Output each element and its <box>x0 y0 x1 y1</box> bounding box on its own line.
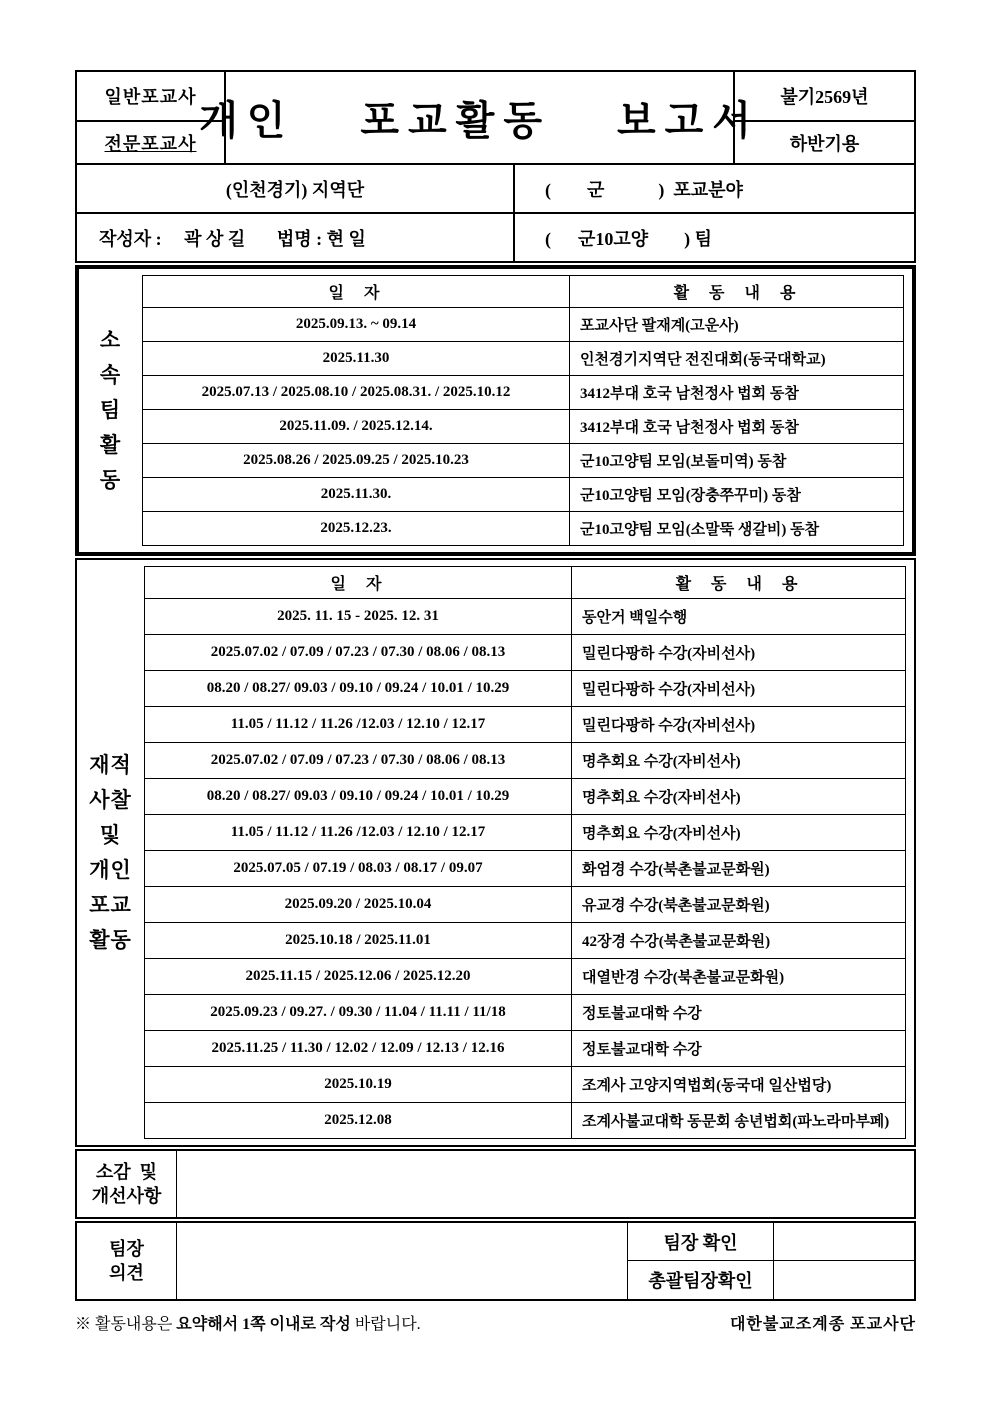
activity-cell: 3412부대 호국 남천정사 법회 동참 <box>570 376 904 410</box>
activity-cell: 밀린다팡하 수강(자비선사) <box>572 707 906 743</box>
date-cell: 2025.11.30. <box>143 478 570 512</box>
label-line: 활 <box>99 433 122 457</box>
table-row <box>143 376 904 410</box>
label-line: 개인 <box>89 857 132 882</box>
activity-cell: 정토불교대학 수강 <box>572 995 906 1031</box>
table-row <box>145 779 906 815</box>
date-cell: 2025.07.13 / 2025.08.10 / 2025.08.31. / 2025.10.12 <box>143 376 570 410</box>
table-row <box>145 887 906 923</box>
date-cell: 11.05 / 11.12 / 11.26 /12.03 / 12.10 / 12.17 <box>145 815 572 851</box>
cert-type-professional-label: 전문포교사 <box>77 122 226 163</box>
label-line: 팀장 <box>109 1239 144 1259</box>
personal-activities-table <box>144 566 906 1139</box>
date-column-header: 일 자 <box>145 567 572 599</box>
activity-cell: 조계사 고양지역법회(동국대 일산법당) <box>572 1067 906 1103</box>
table-row <box>145 959 906 995</box>
activity-cell: 명추회요 수강(자비선사) <box>572 779 906 815</box>
label-line: 소 <box>99 328 122 352</box>
activity-cell: 밀린다팡하 수강(자비선사) <box>572 635 906 671</box>
activity-cell: 명추회요 수강(자비선사) <box>572 743 906 779</box>
footer <box>75 1311 916 1334</box>
table-row <box>143 410 904 444</box>
date-cell: 2025.12.23. <box>143 512 570 546</box>
table-header-row <box>143 276 904 308</box>
date-cell: 2025.11.30 <box>143 342 570 376</box>
team-name-value: ( 군10고양 ) 팀 <box>545 228 713 249</box>
label-line: 의견 <box>109 1263 144 1283</box>
footer-note-prefix: ※ 활동내용은 <box>75 1316 177 1333</box>
table-row <box>145 671 906 707</box>
header-top-grid <box>77 72 914 163</box>
activity-cell: 유교경 수강(북촌불교문화원) <box>572 887 906 923</box>
activity-cell: 밀린다팡하 수강(자비선사) <box>572 671 906 707</box>
table-row <box>145 743 906 779</box>
activity-cell: 대열반경 수강(북촌불교문화원) <box>572 959 906 995</box>
date-cell: 2025.09.20 / 2025.10.04 <box>145 887 572 923</box>
table-row <box>145 635 906 671</box>
organization-name: 대한불교조계종 포교사단 <box>729 1316 916 1333</box>
date-cell: 2025.12.08 <box>145 1103 572 1139</box>
table-row <box>143 512 904 546</box>
region-unit-value: (인천경기) 지역단 <box>77 165 515 212</box>
cert-type-general-label: 일반포교사 <box>77 72 226 122</box>
label-line: 팀 <box>99 398 122 422</box>
team-activities-table-wrap <box>142 269 912 552</box>
label-line: 재적 <box>89 752 132 777</box>
label-line: 사찰 <box>89 787 132 812</box>
date-cell: 2025.08.26 / 2025.09.25 / 2025.10.23 <box>143 444 570 478</box>
region-row <box>77 163 914 212</box>
activity-column-header: 활 동 내 용 <box>570 276 904 308</box>
label-line: 활동 <box>89 927 132 952</box>
table-row <box>145 707 906 743</box>
activity-cell: 정토불교대학 수강 <box>572 1031 906 1067</box>
general-leader-signature-area[interactable] <box>774 1261 914 1299</box>
date-cell: 2025.11.09. / 2025.12.14. <box>143 410 570 444</box>
table-row <box>145 1031 906 1067</box>
label-line: 동 <box>99 468 122 492</box>
date-cell: 2025.07.05 / 07.19 / 08.03 / 08.17 / 09.07 <box>145 851 572 887</box>
table-header-row <box>145 567 906 599</box>
page-title: 개인 포교활동 보고서 <box>226 72 735 163</box>
table-row <box>145 815 906 851</box>
team-activities-section <box>75 265 916 556</box>
table-row <box>143 444 904 478</box>
activity-cell: 군10고양팀 모임(장충쭈꾸미) 동참 <box>570 478 904 512</box>
date-cell: 2025.11.25 / 11.30 / 12.02 / 12.09 / 12.13 / 12.16 <box>145 1031 572 1067</box>
activity-cell: 명추회요 수강(자비선사) <box>572 815 906 851</box>
remarks-input-area[interactable] <box>177 1151 914 1217</box>
date-cell: 11.05 / 11.12 / 11.26 /12.03 / 12.10 / 12.17 <box>145 707 572 743</box>
activity-column-header: 활 동 내 용 <box>572 567 906 599</box>
activity-cell: 3412부대 호국 남천정사 법회 동참 <box>570 410 904 444</box>
remarks-label <box>77 1151 177 1217</box>
date-cell: 2025.07.02 / 07.09 / 07.23 / 07.30 / 08.06 / 08.13 <box>145 743 572 779</box>
header-block <box>75 70 916 263</box>
date-cell: 2025.07.02 / 07.09 / 07.23 / 07.30 / 08.06 / 08.13 <box>145 635 572 671</box>
table-row <box>143 308 904 342</box>
confirmation-grid <box>627 1223 914 1299</box>
date-cell: 2025.09.23 / 09.27. / 09.30 / 11.04 / 11.11 / 11/18 <box>145 995 572 1031</box>
date-column-header: 일 자 <box>143 276 570 308</box>
half-year-period-label: 하반기용 <box>789 133 860 154</box>
label-line: 개선사항 <box>91 1186 162 1206</box>
label-line: 및 <box>99 822 122 847</box>
personal-activities-section <box>75 558 916 1147</box>
leader-opinion-input-area[interactable] <box>177 1223 627 1299</box>
activity-cell: 군10고양팀 모임(소말뚝 생갈비) 동참 <box>570 512 904 546</box>
activity-cell: 인천경기지역단 전진대회(동국대학교) <box>570 342 904 376</box>
date-cell: 2025.11.15 / 2025.12.06 / 2025.12.20 <box>145 959 572 995</box>
label-line: 속 <box>99 363 122 387</box>
table-row <box>143 342 904 376</box>
team-activities-table <box>142 275 904 546</box>
date-cell: 08.20 / 08.27/ 09.03 / 09.10 / 09.24 / 10.01 / 10.29 <box>145 779 572 815</box>
leader-opinion-block <box>75 1221 916 1301</box>
table-row <box>143 478 904 512</box>
table-row <box>145 1067 906 1103</box>
report-form <box>75 70 916 1303</box>
table-row <box>145 995 906 1031</box>
writer-name-value: 작성자 : 곽 상 길 법명 : 현 일 <box>77 214 515 261</box>
footer-note-bold: 요약해서 1쪽 이내로 작성 <box>176 1316 351 1333</box>
personal-activities-section-label <box>77 560 144 1145</box>
activity-cell: 포교사단 팔재계(고운사) <box>570 308 904 342</box>
footer-note <box>75 1311 421 1334</box>
mission-field-value: ( 군 ) 포교분야 <box>545 179 743 200</box>
team-leader-confirm-label: 팀장 확인 <box>628 1223 774 1261</box>
table-row <box>145 599 906 635</box>
activity-cell: 화엄경 수강(북촌불교문화원) <box>572 851 906 887</box>
table-row <box>145 851 906 887</box>
date-cell: 2025.10.19 <box>145 1067 572 1103</box>
buddhist-era-year-label: 불기2569년 <box>735 72 914 122</box>
date-cell: 2025. 11. 15 - 2025. 12. 31 <box>145 599 572 635</box>
personal-activities-table-wrap <box>144 560 914 1145</box>
date-cell: 2025.09.13. ~ 09.14 <box>143 308 570 342</box>
remarks-block <box>75 1149 916 1219</box>
team-leader-signature-area[interactable] <box>774 1223 914 1261</box>
writer-row <box>77 212 914 261</box>
date-cell: 08.20 / 08.27/ 09.03 / 09.10 / 09.24 / 10.01 / 10.29 <box>145 671 572 707</box>
general-leader-confirm-label: 총괄팀장확인 <box>628 1261 774 1299</box>
label-line: 포교 <box>89 892 132 917</box>
table-row <box>145 1103 906 1139</box>
team-activities-section-label <box>79 269 142 552</box>
activity-cell: 조계사불교대학 동문회 송년법회(파노라마부페) <box>572 1103 906 1139</box>
activity-cell: 42장경 수강(북촌불교문화원) <box>572 923 906 959</box>
activity-cell: 군10고양팀 모임(보돌미역) 동참 <box>570 444 904 478</box>
footer-note-suffix: 바랍니다. <box>350 1316 421 1333</box>
activity-cell: 동안거 백일수행 <box>572 599 906 635</box>
date-cell: 2025.10.18 / 2025.11.01 <box>145 923 572 959</box>
leader-opinion-label <box>77 1223 177 1299</box>
label-line: 소감 및 <box>95 1162 158 1182</box>
table-row <box>145 923 906 959</box>
